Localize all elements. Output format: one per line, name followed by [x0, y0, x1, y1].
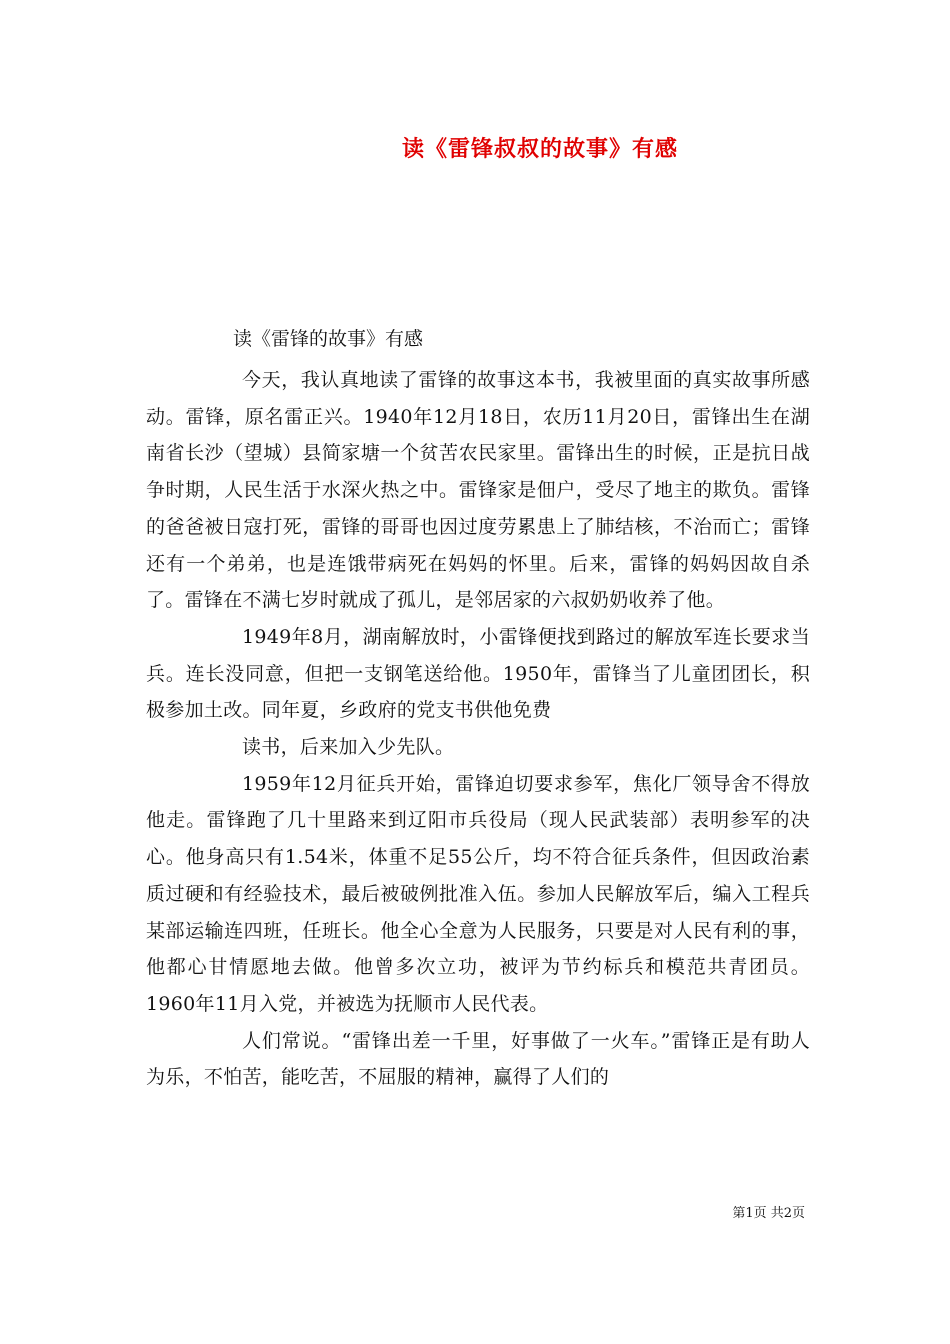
paragraph-2: 1949年8月，湖南解放时，小雷锋便找到路过的解放军连长要求当兵。连长没同意，但把一支钢笔送给他。1950年，雷锋当了儿童团团长，积极参加土改。同年夏，乡政府的党支书供他免费 [146, 625, 810, 722]
document-subtitle: 读《雷锋的故事》有感 [233, 328, 424, 350]
paragraph-4: 人们常说。“雷锋出差一千里，好事做了一火车。”雷锋正是有助人为乐，不怕苦，能吃苦，不屈服的精神，赢得了人们的 [146, 1029, 810, 1089]
paragraph-2-continued: 读书，后来加入少先队。 [242, 736, 455, 759]
document-body [146, 362, 810, 1096]
paragraph-3: 1959年12月征兵开始，雷锋迫切要求参军，焦化厂领导舍不得放他走。雷锋跑了几十里路来到辽阳市兵役局（现人民武装部）表明参军的决心。他身高只有1.54米，体重不足55公斤，均不符合征兵条件，但因政治素质过硬和有经验技术，最后被破例批准入伍。参加人民解放军后，编入工程兵某部运输连四班，任班长。他全心全意为人民服务，只要是对人民有利的事，他都心甘情愿地去做。他曾多次立功，被评为节约标兵和模范共青团员。1960年11月入党，并被选为抚顺市人民代表。 [146, 772, 810, 1015]
paragraph-1: 今天，我认真地读了雷锋的故事这本书，我被里面的真实故事所感动。雷锋，原名雷正兴。1940年12月18日，农历11月20日，雷锋出生在湖南省长沙（望城）县简家塘一个贫苦农民家里。雷锋出生的时候，正是抗日战争时期，人民生活于水深火热之中。雷锋家是佃户，受尽了地主的欺负。雷锋的爸爸被日寇打死，雷锋的哥哥也因过度劳累患上了肺结核，不治而亡；雷锋还有一个弟弟，也是连饿带病死在妈妈的怀里。后来，雷锋的妈妈因故自杀了。雷锋在不满七岁时就成了孤儿，是邻居家的六叔奶奶收养了他。 [146, 369, 810, 612]
document-title: 读《雷锋叔叔的故事》有感 [401, 136, 678, 162]
page-number: 第1页 共2页 [732, 1206, 805, 1221]
